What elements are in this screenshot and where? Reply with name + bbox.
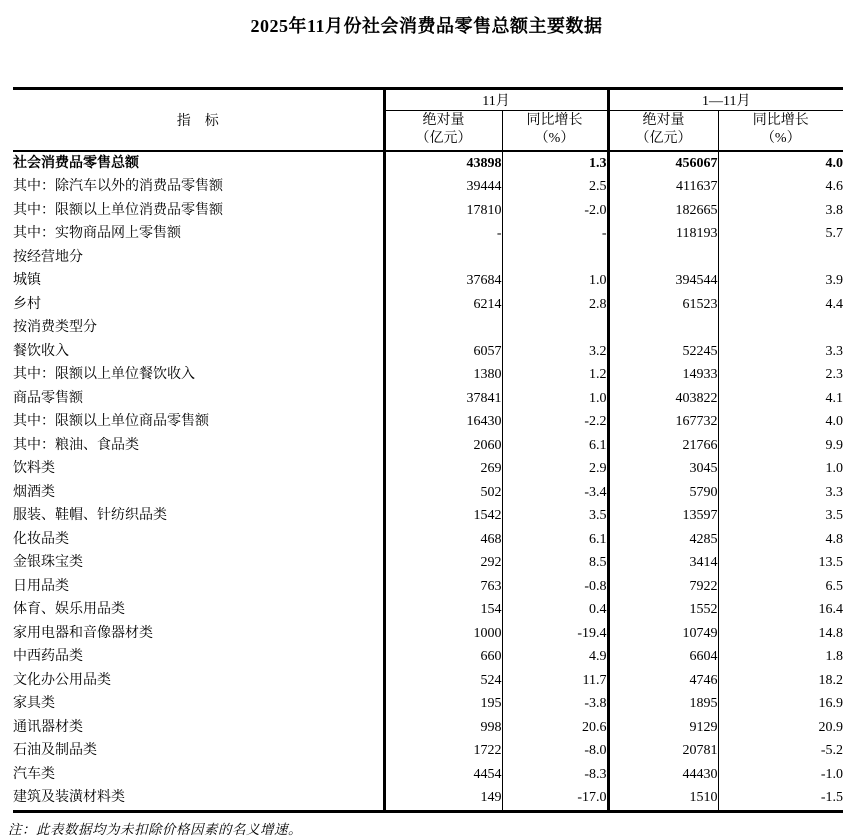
table-row [13,528,843,552]
row-value: 20781 [608,739,718,763]
row-label: 饮料类 [13,461,55,476]
row-value: 18.2 [718,669,843,693]
row-label: 其中：粮油、食品类 [13,437,139,453]
row-value: 20.9 [718,716,843,740]
row-value: 149 [384,786,502,811]
table-row [13,669,843,693]
row-label: 其中：除汽车以外的消费品零售额 [13,179,223,194]
row-value: 3.5 [502,504,608,528]
table-row [13,151,843,176]
row-label: 其中：限额以上单位商品零售额 [13,414,209,429]
table-row [13,763,843,787]
row-value: -3.8 [502,692,608,716]
row-value: 154 [384,598,502,622]
row-value: 3.9 [718,269,843,293]
row-value: 4746 [608,669,718,693]
table-row [13,410,843,434]
row-value: 1000 [384,622,502,646]
row-value: 16430 [384,410,502,434]
row-value: 7922 [608,575,718,599]
row-value: 1.0 [502,387,608,411]
row-value: 182665 [608,199,718,223]
row-value: 37684 [384,269,502,293]
row-value: 21766 [608,434,718,458]
row-value: 118193 [608,222,718,246]
row-value: 4454 [384,763,502,787]
row-value: 411637 [608,175,718,199]
row-value: 763 [384,575,502,599]
row-value [384,316,502,340]
table-row [13,716,843,740]
row-value: 3.3 [718,340,843,364]
row-value: 39444 [384,175,502,199]
row-value [384,246,502,270]
table-row [13,363,843,387]
row-value: -5.2 [718,739,843,763]
row-value: 14.8 [718,622,843,646]
table-row [13,293,843,317]
row-value: 10749 [608,622,718,646]
row-value: 44430 [608,763,718,787]
row-value: 2.8 [502,293,608,317]
row-label: 其中：限额以上单位消费品零售额 [13,202,223,218]
row-value: 1722 [384,739,502,763]
row-value: 8.5 [502,551,608,575]
row-value: 3.2 [502,340,608,364]
row-value: 502 [384,481,502,505]
row-value [502,316,608,340]
row-label: 餐饮收入 [13,343,69,359]
table-header [13,89,843,151]
row-value: -8.0 [502,739,608,763]
row-label: 建筑及装潢材料类 [13,790,125,805]
header-group-november: 11月 [384,89,608,111]
row-value: 5.7 [718,222,843,246]
table-row [13,551,843,575]
table-row [13,340,843,364]
row-value: 3.8 [718,199,843,223]
row-value: 9.9 [718,434,843,458]
row-label: 商品零售额 [13,390,83,406]
row-value: 1.3 [502,151,608,176]
header-absolute-jan-nov: 绝对量 （亿元） [608,111,718,151]
row-value: 9129 [608,716,718,740]
row-value: 4.8 [718,528,843,552]
table-row [13,457,843,481]
row-value: 403822 [608,387,718,411]
row-value: -19.4 [502,622,608,646]
row-value: 37841 [384,387,502,411]
row-label: 体育、娱乐用品类 [13,602,125,617]
row-value: 43898 [384,151,502,176]
row-value: 3414 [608,551,718,575]
table-row [13,316,843,340]
row-value: 4.0 [718,410,843,434]
row-value: 11.7 [502,669,608,693]
row-value: 16.4 [718,598,843,622]
header-indicator: 指 标 [13,89,384,151]
row-label: 家具类 [13,696,55,711]
row-value: -2.0 [502,199,608,223]
row-label: 通讯器材类 [13,719,83,735]
row-value: 3.3 [718,481,843,505]
row-value: 3045 [608,457,718,481]
row-value: - [384,222,502,246]
table-row [13,786,843,811]
row-value: 2.3 [718,363,843,387]
table-row [13,739,843,763]
row-value: 13597 [608,504,718,528]
row-value: -2.2 [502,410,608,434]
row-value: 6214 [384,293,502,317]
row-value: 5790 [608,481,718,505]
row-label: 金银珠宝类 [13,555,83,570]
row-value: 456067 [608,151,718,176]
row-label: 乡村 [13,296,41,312]
header-group-row [13,89,843,111]
table-row [13,246,843,270]
row-value: -0.8 [502,575,608,599]
row-label: 石油及制品类 [13,743,97,758]
row-value: -1.0 [718,763,843,787]
row-label: 其中：实物商品网上零售额 [13,226,181,241]
table-row [13,692,843,716]
row-label: 城镇 [13,273,41,288]
retail-sales-table [13,87,843,813]
row-value: - [502,222,608,246]
table-body [13,151,843,812]
table-row [13,645,843,669]
row-value: 524 [384,669,502,693]
row-value: 195 [384,692,502,716]
row-value: 4285 [608,528,718,552]
row-value: 6057 [384,340,502,364]
footnote: 注：此表数据均为未扣除价格因素的名义增速。 [8,821,302,837]
header-group-jan-november: 1—11月 [608,89,843,111]
row-value: 1542 [384,504,502,528]
row-value: 14933 [608,363,718,387]
row-value: 1895 [608,692,718,716]
row-value: 2.5 [502,175,608,199]
row-value: 1.2 [502,363,608,387]
table-row [13,175,843,199]
row-label: 服装、鞋帽、针纺织品类 [13,508,167,523]
table-row [13,269,843,293]
row-value: 4.6 [718,175,843,199]
row-value: 0.4 [502,598,608,622]
table-row [13,199,843,223]
row-value [608,316,718,340]
table-row [13,575,843,599]
row-value: -3.4 [502,481,608,505]
row-value: 6604 [608,645,718,669]
row-label: 中西药品类 [13,649,83,664]
row-value: 16.9 [718,692,843,716]
table-row [13,622,843,646]
row-value: -8.3 [502,763,608,787]
row-value: 1510 [608,786,718,811]
row-value: 1380 [384,363,502,387]
table-row [13,222,843,246]
row-label: 家用电器和音像器材类 [13,625,153,641]
row-value [718,316,843,340]
row-value: 4.4 [718,293,843,317]
row-value: 1.8 [718,645,843,669]
row-label: 日用品类 [13,578,69,594]
row-value: 61523 [608,293,718,317]
row-value: 468 [384,528,502,552]
row-label: 化妆品类 [13,531,69,547]
row-value: 1.0 [502,269,608,293]
row-value: 20.6 [502,716,608,740]
row-label: 按消费类型分 [13,320,97,335]
table-row [13,481,843,505]
row-value: 52245 [608,340,718,364]
row-value [502,246,608,270]
row-label: 文化办公用品类 [13,672,111,688]
row-label: 其中：限额以上单位餐饮收入 [13,367,195,382]
row-value [718,246,843,270]
row-value [608,246,718,270]
row-value: 6.1 [502,434,608,458]
row-value: 998 [384,716,502,740]
row-value: 167732 [608,410,718,434]
row-value: -17.0 [502,786,608,811]
row-value: 3.5 [718,504,843,528]
row-value: 292 [384,551,502,575]
row-value: 2.9 [502,457,608,481]
header-growth-jan-nov: 同比增长 （%） [718,111,843,151]
row-label: 社会消费品零售总额 [13,155,139,171]
row-label: 按经营地分 [13,249,83,265]
row-value: 2060 [384,434,502,458]
table-row [13,434,843,458]
page-title: 2025年11月份社会消费品零售总额主要数据 [250,16,603,36]
row-value: -1.5 [718,786,843,811]
row-value: 394544 [608,269,718,293]
header-absolute-nov: 绝对量 （亿元） [384,111,502,151]
row-value: 4.0 [718,151,843,176]
row-value: 4.1 [718,387,843,411]
row-value: 6.1 [502,528,608,552]
row-value: 13.5 [718,551,843,575]
row-value: 269 [384,457,502,481]
table-row [13,598,843,622]
table-row [13,504,843,528]
header-growth-nov: 同比增长 （%） [502,111,608,151]
row-value: 6.5 [718,575,843,599]
row-value: 660 [384,645,502,669]
row-value: 4.9 [502,645,608,669]
row-value: 17810 [384,199,502,223]
row-value: 1552 [608,598,718,622]
table-row [13,387,843,411]
row-value: 1.0 [718,457,843,481]
row-label: 汽车类 [13,766,55,782]
row-label: 烟酒类 [13,484,55,500]
